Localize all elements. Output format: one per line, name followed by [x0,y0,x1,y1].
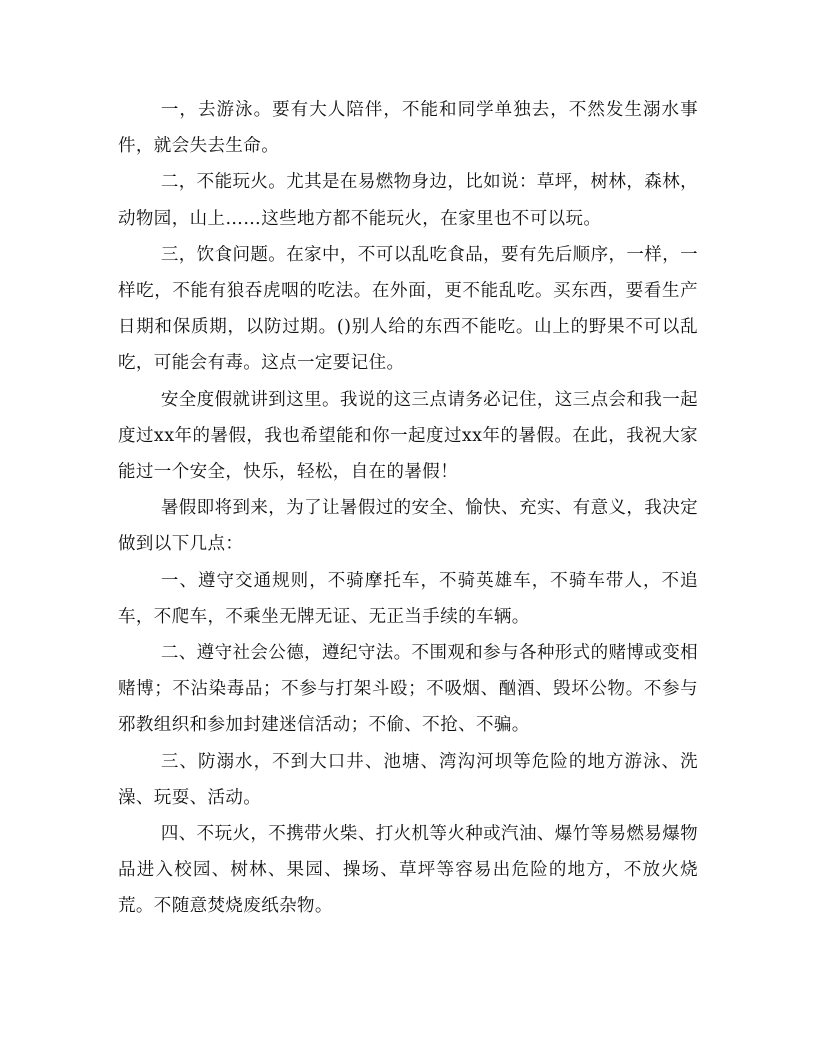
paragraph-summary: 安全度假就讲到这里。我说的这三点请务必记住，这三点会和我一起度过xx年的暑假，我也希望能和你一起度过xx年的暑假。在此，我祝大家能过一个安全，快乐，轻松，自在的暑假！ [118,389,698,483]
paragraph-fire: 二，不能玩火。尤其是在易燃物身边，比如说：草坪，树林，森林，动物园，山上……这些地方都不能玩火，在家里也不可以玩。 [118,172,698,229]
paragraph-swimming: 一，去游泳。要有大人陪伴，不能和同学单独去，不然发生溺水事件，就会失去生命。 [118,100,698,157]
paragraph-intro: 暑假即将到来，为了让暑假过的安全、愉快、充实、有意义，我决定做到以下几点： [118,498,698,555]
paragraph-food: 三，饮食问题。在家中，不可以乱吃食品，要有先后顺序，一样，一样吃，不能有狼吞虎咽的吃法。在外面，更不能乱吃。买东西，要看生产日期和保质期，以防过期。()别人给的东西不能吃。山上的野果不可以乱吃，可能会有毒。这点一定要记住。 [118,244,698,374]
paragraph-drowning: 三、防溺水，不到大口井、池塘、湾沟河坝等危险的地方游泳、洗澡、玩耍、活动。 [118,751,698,808]
document-body [118,92,698,925]
paragraph-morality: 二、遵守社会公德，遵纪守法。不围观和参与各种形式的赌博或变相赌博；不沾染毒品；不参与打架斗殴；不吸烟、酗酒、毁坏公物。不参与邪教组织和参加封建迷信活动；不偷、不抢、不骗。 [118,643,698,736]
paragraph-no-fire: 四、不玩火，不携带火柴、打火机等火种或汽油、爆竹等易燃易爆物品进入校园、树林、果园、操场、草坪等容易出危险的地方，不放火烧荒。不随意焚烧废纸杂物。 [118,824,698,917]
paragraph-traffic: 一、遵守交通规则，不骑摩托车，不骑英雄车，不骑车带人，不追车，不爬车，不乘坐无牌无证、无正当手续的车辆。 [118,570,698,627]
